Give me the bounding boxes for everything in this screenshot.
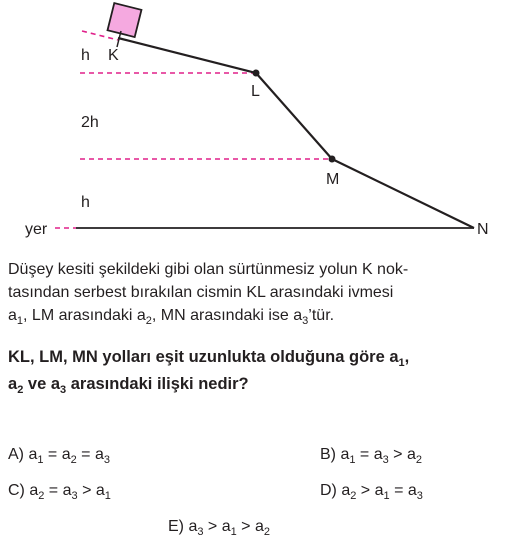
label-2h: 2h: [81, 114, 99, 131]
choice-d[interactable]: D) $a_2 > a_1 = a_3$: [320, 482, 423, 502]
description-line-1: Düşey kesiti şekildeki gibi olan sürtünmesiz yolun K nok-: [8, 261, 409, 278]
label-k: K: [108, 47, 119, 64]
question-line-1: KL, LM, MN yolları eşit uzunlukta olduğuna göre $a_1$,: [8, 348, 410, 369]
choice-b[interactable]: B) $a_1 = a_3 > a_2$: [320, 446, 422, 466]
problem-description: [8, 258, 508, 327]
description-line-3: $a_1$, LM arasındaki $a_2$, MN arasındaki ise $a_3’tür$.: [8, 307, 335, 327]
question-line-2: $a_2$ ve $a_3$ arasındaki ilişki nedir?: [8, 375, 249, 396]
choice-a[interactable]: A) $a_1 = a_2 = a_3$: [8, 446, 110, 466]
question-text: [8, 344, 508, 398]
label-m: M: [326, 171, 340, 188]
point-m: [329, 156, 336, 163]
choice-e[interactable]: E) $a_3 > a_1 > a_2$: [168, 518, 270, 538]
description-line-2: tasından serbest bırakılan cismin KL arasındaki ivmesi: [8, 284, 394, 301]
label-ground: yer: [25, 221, 48, 238]
label-h-bottom: h: [81, 194, 90, 211]
point-l: [253, 70, 260, 77]
incline-figure: [0, 0, 513, 250]
label-n: N: [477, 221, 489, 238]
label-h-top: h: [81, 47, 90, 64]
label-l: L: [251, 83, 260, 100]
block: [108, 3, 142, 37]
choice-c[interactable]: C) $a_2 = a_3 > a_1$: [8, 482, 111, 502]
track-path: [118, 38, 474, 228]
